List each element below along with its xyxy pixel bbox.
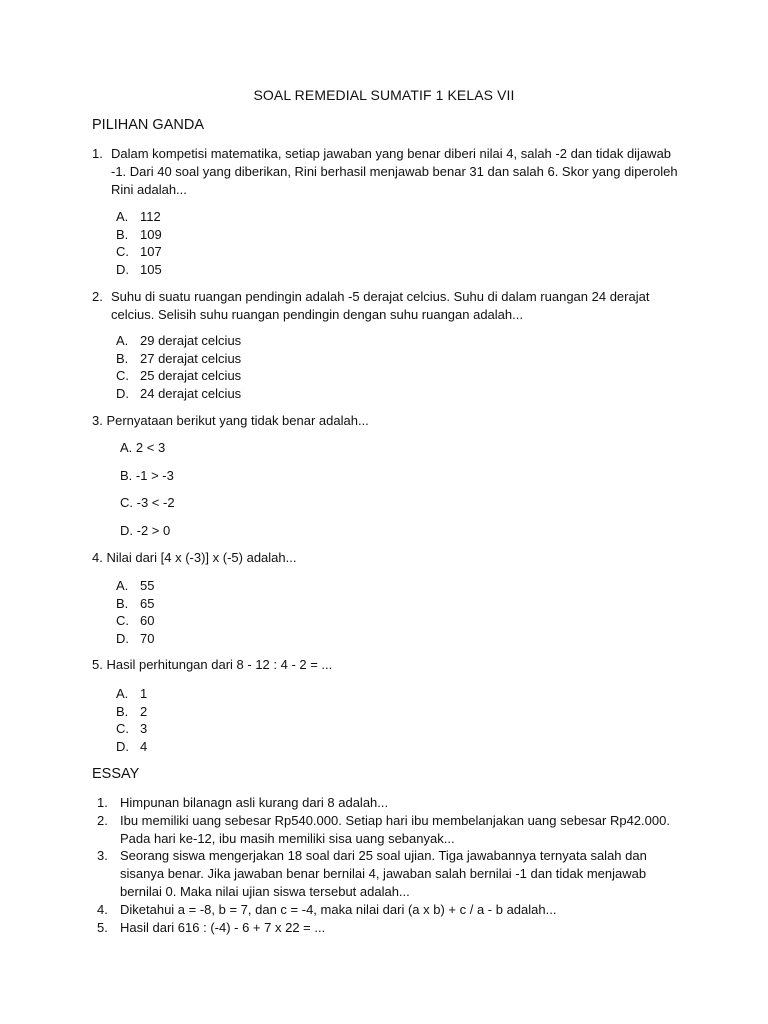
option-value: 2 [140,703,148,719]
option-value: 107 [140,244,162,260]
essay-item [97,901,677,919]
essay-text: Ibu memiliki uang sebesar Rp540.000. Setiap hari ibu membelanjakan uang sebesar Rp42.000. Pada hari ke-12, ibu masih memiliki sisa uang sebanyak... [120,812,670,846]
essay-number: 1. [97,795,108,810]
option-value: 60 [140,613,155,629]
question-3-option: D. -2 > 0 [120,523,171,538]
section-heading-pilihan-ganda: PILIHAN GANDA [92,117,204,133]
option-value: 27 derajat celcius [140,350,242,366]
option-letter: B. [116,226,129,242]
option-letter: A. [116,333,129,348]
option-value: 105 [140,262,162,278]
question-3-text: 3. Pernyataan berikut yang tidak benar adalah... [92,413,369,428]
option-value: 1 [140,686,148,701]
essay-number: 3. [97,848,108,864]
essay-text: Seorang siswa mengerjakan 18 soal dari 25 soal ujian. Tiga jawabannya ternyata salah dan sisanya benar. Jika jawaban benar bernilai 4, jawaban salah bernilai -1 dan tidak menjawab bernilai 0. Maka nilai ujian siswa tersebut adalah... [120,848,647,899]
document-title: SOAL REMEDIAL SUMATIF 1 KELAS VII [253,87,515,103]
option-letter: D. [116,262,129,278]
question-5-text: 5. Hasil perhitungan dari 8 - 12 : 4 - 2 = ... [92,657,333,672]
option-letter: C. [116,721,129,737]
essay-list [97,794,677,936]
question-text: Suhu di suatu ruangan pendingin adalah -5 derajat celcius. Suhu di dalam ruangan 24 derajat celcius. Selisih suhu ruangan pendingin dengan suhu ruangan adalah... [111,289,650,322]
question-3-option: B. -1 > -3 [120,468,174,483]
question-3-option: A. 2 < 3 [120,440,166,455]
section-heading-essay: ESSAY [92,766,140,782]
option-letter: B. [116,703,129,719]
essay-item [97,812,677,848]
option-letter: D. [116,631,129,647]
question-2 [92,288,682,324]
option-letter: B. [116,350,129,366]
option-value: 55 [140,578,155,593]
question-text: Dalam kompetisi matematika, setiap jawaban yang benar diberi nilai 4, salah -2 dan tidak dijawab -1. Dari 40 soal yang diberikan, Rini berhasil menjawab benar 31 dan salah 6. Skor yang diperoleh Rini adalah... [111,146,678,197]
option-letter: A. [116,209,129,224]
option-letter: D. [116,386,129,402]
essay-item [97,847,677,900]
question-3-option: C. -3 < -2 [120,495,175,510]
option-value: 24 derajat celcius [140,386,242,402]
option-letter: C. [116,613,129,629]
option-value: 3 [140,721,148,737]
option-value: 70 [140,631,155,647]
essay-item [97,794,677,812]
option-letter: A. [116,578,129,593]
question-number: 1. [92,146,103,161]
question-number: 2. [92,289,103,304]
option-value: 65 [140,595,155,611]
option-letter: A. [116,686,129,701]
essay-number: 5. [97,919,108,935]
essay-number: 4. [97,901,108,917]
question-4-text: 4. Nilai dari [4 x (-3)] x (-5) adalah... [92,550,297,565]
option-value: 25 derajat celcius [140,368,242,384]
option-value: 109 [140,226,162,242]
essay-number: 2. [97,812,108,828]
option-value: 29 derajat celcius [140,333,242,348]
option-value: 4 [140,739,148,755]
essay-text: Hasil dari 616 : (-4) - 6 + 7 x 22 = ... [120,919,326,935]
question-1 [92,145,682,199]
option-letter: D. [116,739,129,755]
essay-text: Diketahui a = -8, b = 7, dan c = -4, maka nilai dari (a x b) + c / a - b adalah... [120,901,557,917]
essay-item [97,919,677,937]
option-value: 112 [140,209,161,224]
option-letter: B. [116,595,129,611]
option-letter: C. [116,368,129,384]
option-letter: C. [116,244,129,260]
essay-text: Himpunan bilanagn asli kurang dari 8 adalah... [120,795,389,810]
